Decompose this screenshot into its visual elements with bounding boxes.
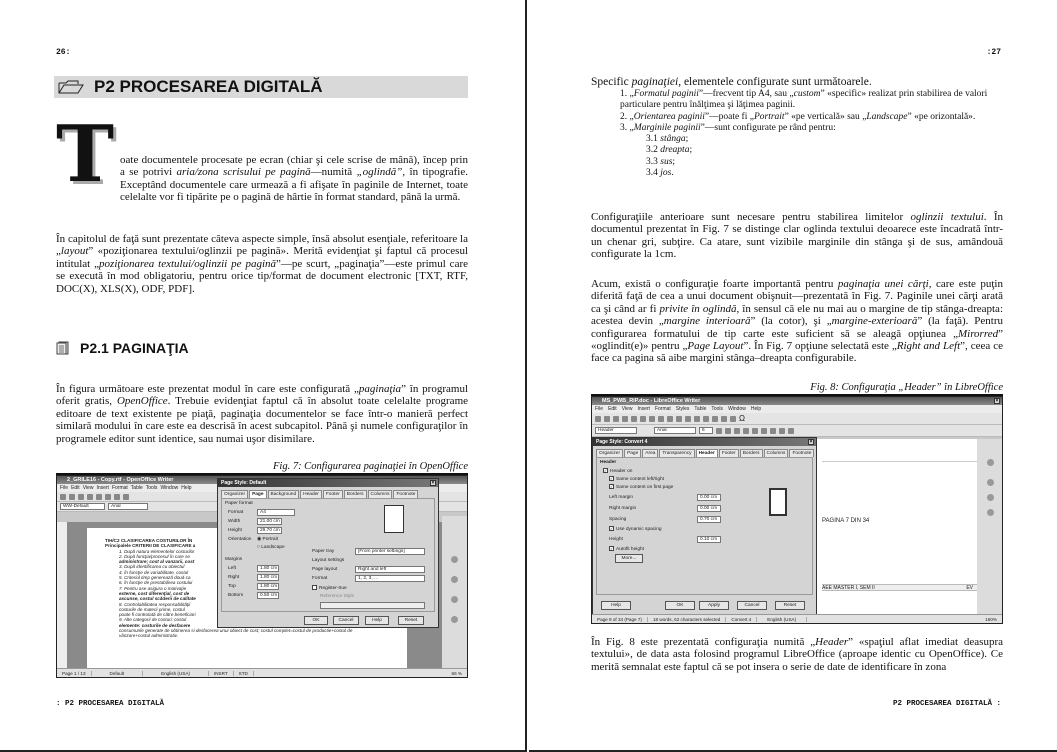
- tab-borders[interactable]: Borders: [344, 490, 367, 498]
- dialog-tabs: [218, 487, 438, 498]
- styles-icon[interactable]: [987, 479, 994, 486]
- menu-file[interactable]: File: [60, 485, 69, 491]
- tab-header[interactable]: Header: [696, 449, 718, 457]
- menu-help[interactable]: Help: [181, 485, 192, 491]
- same-content-lr-checkbox[interactable]: ✓ Same content left/right: [610, 476, 664, 482]
- document-icon: [56, 341, 70, 355]
- menu-bar: [592, 405, 1002, 413]
- menu-table[interactable]: Table: [130, 485, 143, 491]
- tab-organizer[interactable]: Organizer: [221, 490, 248, 498]
- tab-page[interactable]: Page: [624, 449, 641, 457]
- reset-button[interactable]: Reset: [398, 616, 424, 625]
- menu-tools[interactable]: Tools: [145, 485, 158, 491]
- status-bar: Page 9 of 34 (Page 7) 18 words, 62 characters selected Convert 4 English (USA) 160%: [592, 614, 1002, 623]
- document-text: TIH/C2 CLASIFICAREA COSTURILOR ÎN Principalele CRITERII DE CLASIFICARE a 1. După natura elementelor costurilor 2. După funcţia/procesul în care se administrare; cost al vanzarii, cost 3. După identificarea cu obiectul 4. În funcţie de variabilitate, costul 5. Criteriul timp generează două ca 6. În funcţie de prestabilirea costului 7. Pentru ase asigura o motivaţie externe, cost diferenţial, cost de ascunse, costul scăderii de calitate 8. Controlabilitatea responsabilităţii costurile de materii prime, costul poate fi controlată de către beneficiari 9. Alte categorii de costuri: costul elemente: costurile de desfacere consumurile generate de obtinerea si desfacerea unui obiect de cost; costul complet=costul de productie+costul de vânzare+costul administrativ.: [105, 538, 353, 639]
- navigator-icon[interactable]: [987, 509, 994, 516]
- right-page: [529, 0, 1057, 752]
- menu-insert[interactable]: Insert: [637, 406, 650, 412]
- tab-footer[interactable]: Footer: [719, 449, 739, 457]
- bottom-margin-field[interactable]: 0.50 cm: [257, 592, 279, 599]
- paragraph-layout: În capitolul de faţă sunt prezentate câteva aspecte simple, însă absolut esenţiale, referitoare la „layout” «poziţionarea textului/oglinzii pe pagină». Merită evidenţiat şi faptul că procesul intitulat „poziţionarea textului/oglinzii pe pagină”—pe scurt, „paginaţia”—este primul care se execută în mod obligatoriu, pentru orice tip/format de document electronic [TXT, RTF, DOC(X), XLS(X), ODF, PDF].: [56, 233, 468, 295]
- left-margin-field[interactable]: 1.80 cm: [257, 565, 279, 572]
- page-preview: [769, 488, 787, 516]
- apply-button[interactable]: Apply: [699, 601, 729, 610]
- landscape-radio[interactable]: ○ Landscape: [257, 545, 285, 550]
- tab-header[interactable]: Header: [300, 490, 322, 498]
- tab-footnote[interactable]: Footnote: [789, 449, 814, 457]
- cancel-button[interactable]: Cancel: [333, 616, 359, 625]
- functions-icon[interactable]: [451, 616, 458, 623]
- close-icon[interactable]: ×: [809, 439, 813, 445]
- menu-format[interactable]: Format: [654, 406, 671, 412]
- close-icon[interactable]: ×: [995, 398, 999, 404]
- numbering-format-select[interactable]: 1, 2, 3, ...: [355, 575, 425, 582]
- running-footer: : P2 PROCESAREA DIGITALĂ: [56, 700, 165, 708]
- figure-8-screenshot: [591, 396, 1003, 624]
- sub-item: 3.3 sus;: [646, 156, 676, 167]
- folder-icon: [58, 80, 84, 94]
- header-page-text: PAGINA 7 DIN 34: [822, 518, 870, 524]
- page-layout-select[interactable]: Right and left: [355, 566, 425, 573]
- sub-item: 3.2 dreapta;: [646, 145, 693, 156]
- section-heading: [56, 340, 189, 356]
- sidebar-panel: [977, 439, 1003, 615]
- right-margin-field[interactable]: 0.00 cm: [697, 505, 721, 512]
- header-on-checkbox[interactable]: ✓ Header on: [604, 468, 633, 474]
- chapter-title: P2 PROCESAREA DIGITALĂ: [94, 77, 323, 96]
- intro-paragraph-a: oate documentele procesate pe ecran (chiar şi cele scrise de mână), încep prin a se potrivi aria/zona scrisului pe pagină—numită „oglindă”, în tipografie. Exceptând documentele care urmează a fi afişate în paginile de Internet, toate celelalte vor fi tipărite pe o pagină de hârtie în format standard, până la urmă.: [120, 154, 468, 204]
- list-item: 1. „Formatul paginii”—frecvent tip A4, sau „custom” «specific» realizat prin stabilirea de valori particulare pentru înălţimea şi lăţimea paginii.: [620, 89, 988, 111]
- size-box[interactable]: 6: [699, 427, 713, 434]
- tab-footnote[interactable]: Footnote: [393, 490, 418, 498]
- paragraph-config: Configuraţiile anterioare sunt necesare pentru stabilirea limitelor oglinzii textului. În documentul prezentat în Fig. 7 se distinge clar oglinda textului deoarece este încadrată într-un chenar gri, subţire. Ca atare, sunt vizibile marginile din stânga şi de sus, amândouă configurate la 1cm.: [591, 211, 1004, 261]
- more-button[interactable]: More...: [615, 554, 643, 563]
- page-style-dialog: Page Style: Convert 4 × Organizer Page Area Transparency Header Footer Borders Columns Footnote Header ✓ Header on ✓ Same content left/right ✓ Same content on first page Left margin 0.00 cm Right margin 0.00 cm Spacing 0.70 cm ✓ Use dynamic spacing Height 0.10 cm ✓ Autofit height More... Help OK Apply Cancel Reset: [592, 437, 817, 615]
- figure-caption: Fig. 7: Configurarea paginaţiei în OpenOffice: [272, 461, 468, 472]
- tab-area[interactable]: Area: [642, 449, 658, 457]
- sub-item: 3.1 stânga;: [646, 134, 689, 145]
- cancel-button[interactable]: Cancel: [737, 601, 767, 610]
- menu-insert[interactable]: Insert: [96, 485, 109, 491]
- ok-button[interactable]: OK: [304, 616, 328, 625]
- window-titlebar: 2_GRILE16 - Copy.rtf - OpenOffice Writer: [57, 476, 467, 484]
- list-intro: Specific paginaţiei, elementele configurate sunt următoarele.: [591, 76, 872, 88]
- format-select[interactable]: A4: [257, 509, 295, 516]
- menu-format[interactable]: Format: [111, 485, 128, 491]
- right-margin-field[interactable]: 1.80 cm: [257, 574, 279, 581]
- menu-styles[interactable]: Styles: [675, 406, 690, 412]
- dialog-tabs: [593, 446, 816, 457]
- menu-window[interactable]: Window: [160, 485, 179, 491]
- tab-columns[interactable]: Columns: [764, 449, 789, 457]
- page-number: :27: [986, 48, 1001, 57]
- dynamic-spacing-checkbox[interactable]: ✓ Use dynamic spacing: [610, 526, 662, 532]
- standard-toolbar: [592, 413, 1002, 425]
- styles-icon[interactable]: [451, 596, 458, 603]
- tab-background[interactable]: Background: [268, 490, 300, 498]
- height-field[interactable]: 29.70 cm: [257, 527, 282, 534]
- window-titlebar: MS_PWB_RIP.doc - LibreOffice Writer ×: [592, 397, 1002, 405]
- reset-button[interactable]: Reset: [775, 601, 805, 610]
- menu-edit[interactable]: Edit: [71, 485, 80, 491]
- spacing-field[interactable]: 0.70 cm: [697, 516, 721, 523]
- paragraph-book: Acum, există o configuraţie foarte importantă pentru paginaţia unei cărţi, care este puţin diferită faţă de cea a unui document obişnuit—prezentată în Fig. 7. Paginile unei cărţi arată ca şi când ar fi privite în oglindă, în sensul că ele nu mai au o margine de tip stânga-dreapta: acestea devin „margine interioară” (la cotor), şi „margine-exterioară” (la faţă). Pentru configurarea formatului de tip carte este suficient să se aleagă opţiunea „Mirorred” «oglindit(e)» pentru „Page Layout”. În Fig. 7 opţiune selectată este „Right and Left”, ceea ce face ca pagina să aibe margini stânga–dreapta configurabile.: [591, 278, 1004, 365]
- tab-borders[interactable]: Borders: [740, 449, 763, 457]
- figure-caption: Fig. 8: Configuraţia „Header” în LibreOffice: [810, 382, 1003, 393]
- register-true-checkbox[interactable]: Register-true: [312, 585, 347, 591]
- close-icon[interactable]: ×: [431, 480, 435, 486]
- tab-page[interactable]: Page: [249, 490, 266, 498]
- drop-cap: T: [56, 109, 115, 200]
- reference-style-select[interactable]: [320, 602, 425, 609]
- omega-icon[interactable]: Ω: [739, 414, 745, 423]
- section-title: P2.1 PAGINAŢIA: [80, 340, 189, 356]
- left-page: [0, 0, 527, 752]
- menu-view[interactable]: View: [82, 485, 94, 491]
- gallery-icon[interactable]: [987, 494, 994, 501]
- figure-7-screenshot: [56, 475, 468, 678]
- menu-window[interactable]: Window: [728, 406, 746, 412]
- page-style-dialog: Page Style: Default × Organizer Page Background Header Footer Borders Columns Footnote Paper format Format A4 Width 21.00 cm Height 29.70 cm Orientation ◉ Portrait ○ Landscape Paper tray [From printer settings] Margins Layout settings Left 1.80 cm Page layout Right and left Right 1.80 cm Format 1, 2, 3, ... Top 1.80 cm Register-true Bottom 0.50 cm Reference Style OK Cancel Help Reset: [217, 478, 439, 628]
- width-field[interactable]: 21.00 cm: [257, 518, 282, 525]
- top-margin-field[interactable]: 1.80 cm: [257, 583, 279, 590]
- menu-table[interactable]: Table: [694, 406, 707, 412]
- left-margin-field[interactable]: 0.00 cm: [697, 494, 721, 501]
- help-button[interactable]: Help: [365, 616, 389, 625]
- page-preview: [384, 505, 404, 533]
- list-item: 2. „Orientarea paginii”—poate fi „Portrait” «pe verticală» sau „Landscape” «pe orizontală».: [620, 111, 976, 122]
- page-number: 26:: [56, 48, 71, 57]
- tab-footer[interactable]: Footer: [323, 490, 343, 498]
- style-box[interactable]: WW-Default: [60, 503, 105, 510]
- status-bar: Page 1 / 13 Default English (USA) INSRT STD 66 %: [57, 668, 467, 677]
- style-box[interactable]: Header: [595, 427, 637, 434]
- autofit-height-checkbox[interactable]: ✓ Autofit height: [610, 546, 645, 552]
- navigator-icon[interactable]: [451, 556, 458, 563]
- sidebar-panel: [442, 516, 468, 669]
- menu-view[interactable]: View: [621, 406, 633, 412]
- menu-file[interactable]: File: [595, 406, 604, 412]
- dialog-title: Page Style: Default ×: [218, 479, 438, 487]
- chapter-heading: [54, 76, 468, 98]
- font-box[interactable]: Arial: [108, 503, 148, 510]
- properties-icon[interactable]: [987, 459, 994, 466]
- same-content-first-checkbox[interactable]: ✓ Same content on first page: [610, 484, 674, 490]
- portrait-radio[interactable]: ◉ Portrait: [257, 537, 278, 542]
- font-box[interactable]: Arial: [654, 427, 696, 434]
- ok-button[interactable]: OK: [665, 601, 695, 610]
- paper-tray-select[interactable]: [From printer settings]: [355, 548, 425, 555]
- tab-columns[interactable]: Columns: [368, 490, 393, 498]
- dialog-title: Page Style: Convert 4 ×: [593, 438, 816, 446]
- help-button[interactable]: Help: [601, 601, 631, 610]
- list-item: 3. „Marginile paginii”—sunt configurate pe rând pentru:: [620, 122, 836, 133]
- running-footer: P2 PROCESAREA DIGITALĂ :: [892, 700, 1001, 708]
- footer-band: AEE MASTER I, SEM II EV: [822, 584, 977, 591]
- paragraph-figure-intro: În figura următoare este prezentat modul în care este configurată „paginaţia” în programul oferit gratis, OpenOffice. Trebuie evidenţiat faptul că în absolut toate celelalte programe editoare de text existente pe piaţă, paginaţia documentelor se face într-o manieră perfect similară modului în care este ea descrisă în acest subcapitol. Până şi numele configuraţilor în programele editor sunt identice, sau numai uşor disimilare.: [56, 383, 469, 445]
- paragraph-header: În Fig. 8 este prezentată configuraţia numită „Header” «spaţiul aflat imediat deasupra textului», de data asta folosind programul LibreOffice (aproape identic cu OpenOffice). Ce merită semnalat este faptul că se pot insera o serie de date de identificare în zona: [591, 636, 1003, 673]
- gallery-icon[interactable]: [451, 576, 458, 583]
- sub-item: 3.4 jos.: [646, 168, 674, 179]
- settings-list: [620, 89, 1003, 179]
- tab-transparency[interactable]: Transparency: [659, 449, 694, 457]
- menu-edit[interactable]: Edit: [608, 406, 617, 412]
- menu-help[interactable]: Help: [750, 406, 762, 412]
- sub-list: [620, 134, 1003, 179]
- menu-tools[interactable]: Tools: [711, 406, 724, 412]
- height-field[interactable]: 0.10 cm: [697, 536, 721, 543]
- tab-organizer[interactable]: Organizer: [596, 449, 623, 457]
- format-toolbar: [592, 425, 1002, 437]
